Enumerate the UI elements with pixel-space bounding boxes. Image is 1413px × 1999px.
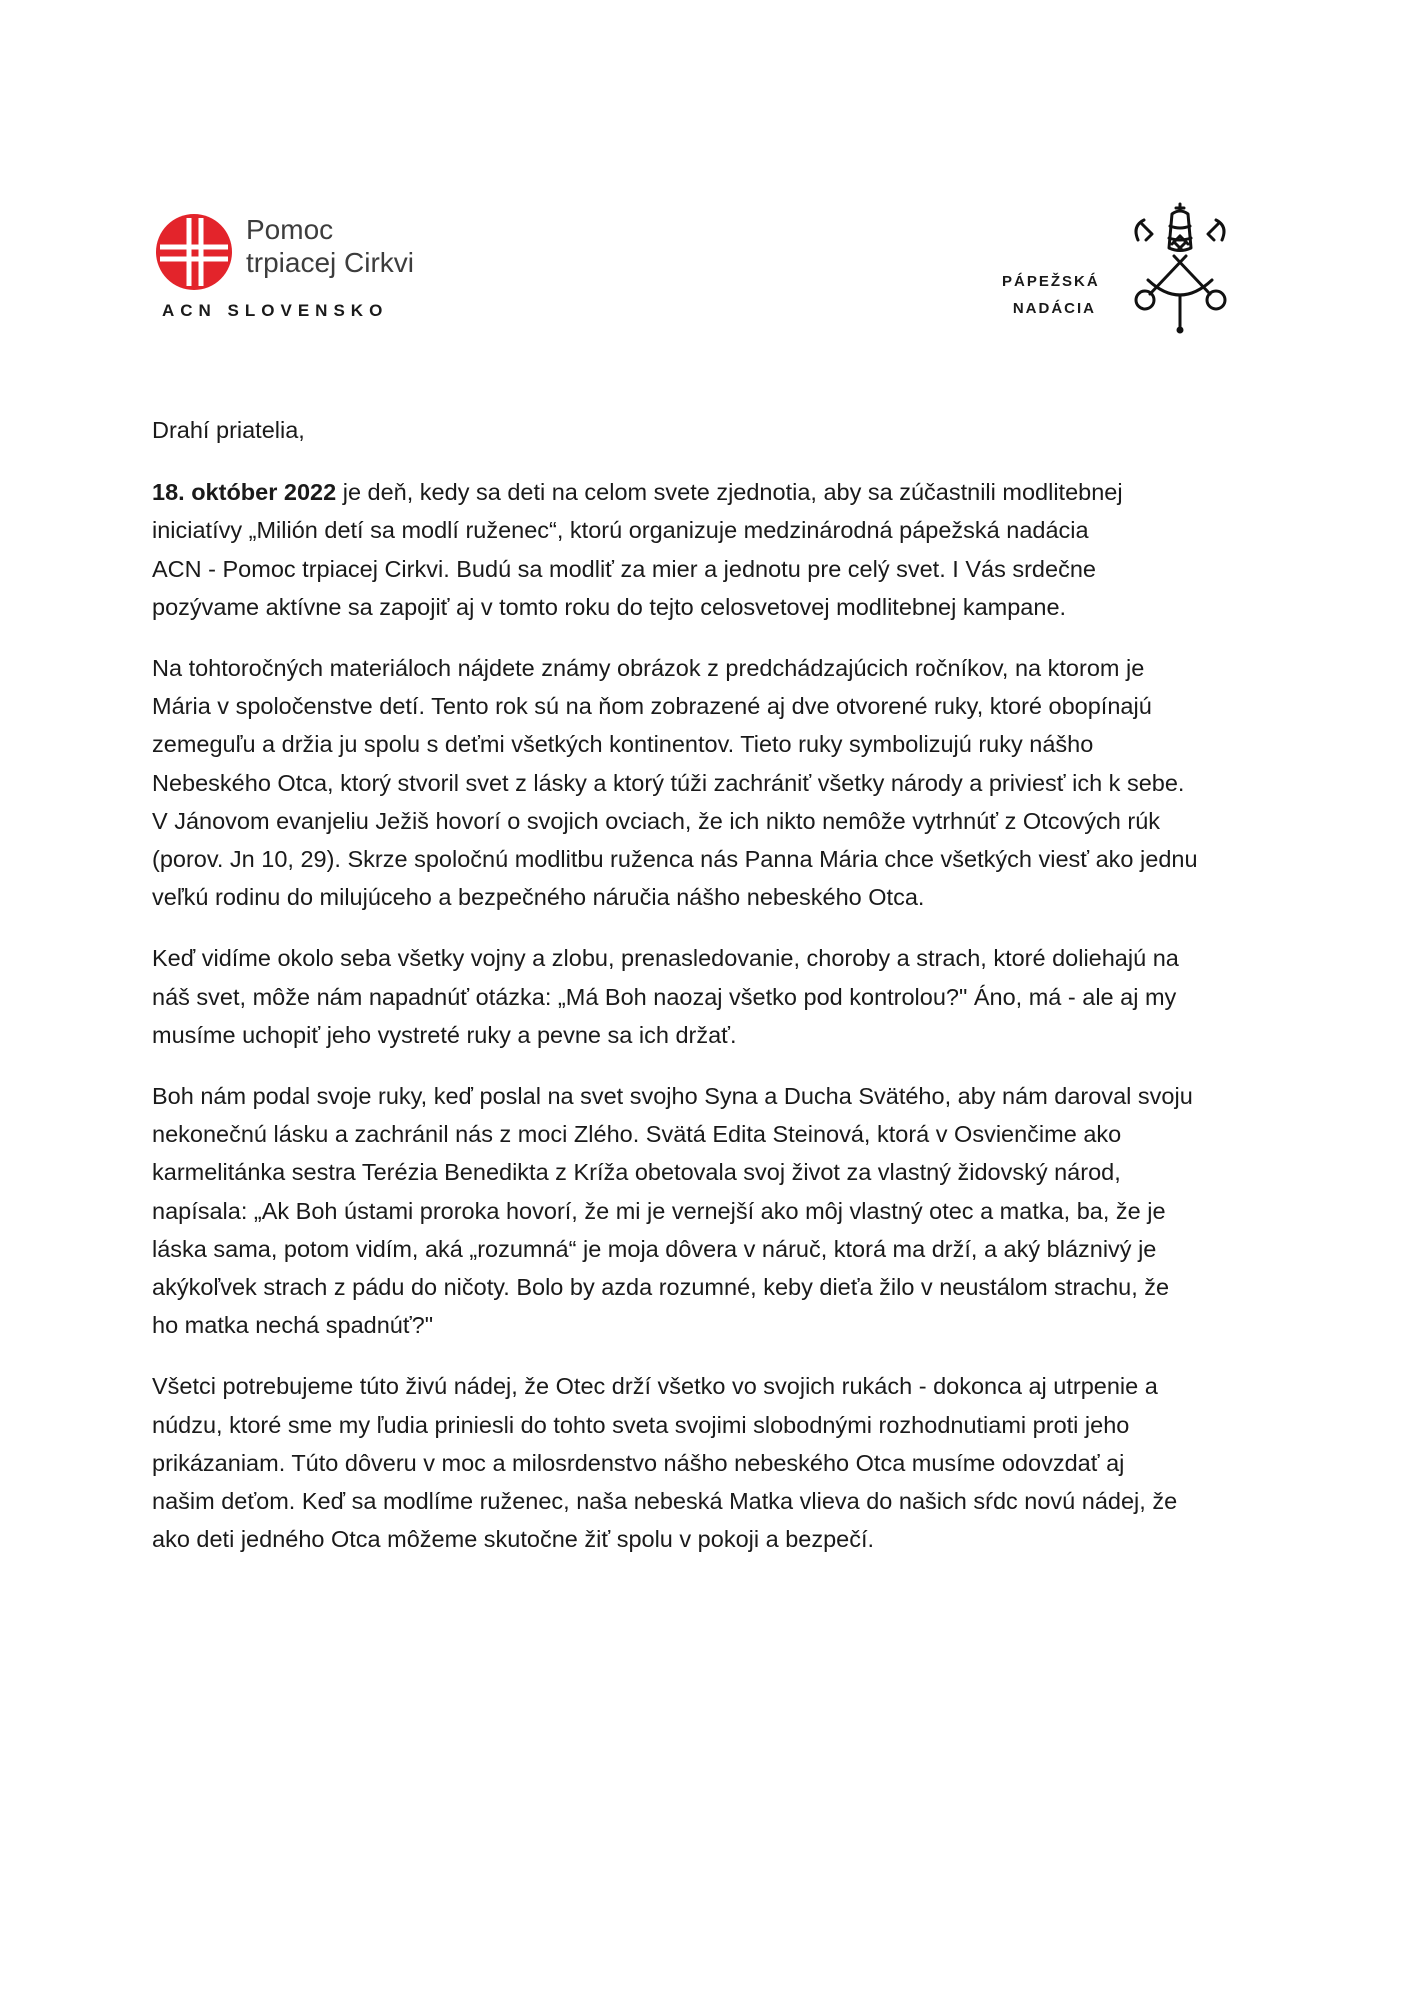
paragraph-line: Boh nám podal svoje ruky, keď poslal na svet svojho Syna a Ducha Svätého, aby nám daroval svoju bbox=[152, 1083, 1193, 1110]
paragraph-line: V Jánovom evanjeliu Ježiš hovorí o svojich ovciach, že ich nikto nemôže vytrhnúť z Otcových rúk bbox=[152, 807, 1161, 834]
paragraph-line: Keď vidíme okolo seba všetky vojny a zlobu, prenasledovanie, choroby a strach, ktoré doliehajú na bbox=[152, 945, 1179, 972]
paragraph-line: Všetci potrebujeme túto živú nádej, že Otec drží všetko vo svojich rukách - dokonca aj utrpenie a bbox=[152, 1373, 1158, 1400]
paragraph-line: pozývame aktívne sa zapojiť aj v tomto roku do tejto celosvetovej modlitebnej kampane. bbox=[152, 593, 1067, 620]
paragraph-line: Na tohtoročných materiáloch nájdete známy obrázok z predchádzajúcich ročníkov, na ktorom je bbox=[152, 655, 1145, 682]
letter-greeting: Drahí priatelia, bbox=[152, 417, 305, 443]
letter-body bbox=[152, 411, 1302, 1581]
paragraph-line: ACN - Pomoc trpiacej Cirkvi. Budú sa modliť za mier a jednotu pre celý svet. I Vás srdečne bbox=[152, 555, 1096, 582]
papal-foundation bbox=[990, 200, 1240, 340]
paragraph-line: Nebeského Otca, ktorý stvoril svet z lásky a ktorý túži zachrániť všetky národy a priviesť ich k sebe. bbox=[152, 769, 1185, 796]
paragraph-line: ako deti jedného Otca môžeme skutočne žiť spolu v pokoji a bezpečí. bbox=[152, 1526, 875, 1553]
acn-name-line2: trpiacej Cirkvi bbox=[246, 247, 415, 278]
paragraph-4 bbox=[152, 1077, 1302, 1344]
paragraph-line: prikázaniam. Túto dôveru v moc a milosrdenstvo nášho nebeského Otca musíme odovzdať aj bbox=[152, 1449, 1125, 1476]
paragraph-line: núdzu, ktoré sme my ľudia priniesli do tohto sveta svojimi slobodnými rozhodnutiami proti jeho bbox=[152, 1411, 1130, 1438]
paragraph-1 bbox=[152, 473, 1302, 626]
acn-logo bbox=[152, 213, 452, 328]
papal-foundation-label bbox=[1002, 268, 1100, 322]
acn-name-line1: Pomoc bbox=[246, 214, 334, 245]
paragraph-3 bbox=[152, 939, 1302, 1054]
event-date: 18. október 2022 bbox=[152, 479, 337, 506]
paragraph-line: musíme uchopiť jeho vystreté ruky a pevne sa ich držať. bbox=[152, 1021, 737, 1048]
paragraph-line: náš svet, môže nám napadnúť otázka: „Má Boh naozaj všetko pod kontrolou?" Áno, má - ale aj my bbox=[152, 983, 1177, 1010]
paragraph-5 bbox=[152, 1367, 1302, 1558]
papal-line2: NADÁCIA bbox=[1012, 300, 1096, 317]
paragraph-line: iniciatívy „Milión detí sa modlí ruženec“, ktorú organizuje medzinárodná pápežská nadácia bbox=[152, 517, 1089, 544]
paragraph-line: veľkú rodinu do milujúceho a bezpečného náručia nášho nebeského Otca. bbox=[152, 884, 925, 911]
paragraph-line: karmelitánka sestra Terézia Benedikta z Kríža obetovala svoj život za vlastný židovský národ, bbox=[152, 1159, 1121, 1186]
paragraph-line: nekonečnú lásku a zachránil nás z moci Zlého. Svätá Edita Steinová, ktorá v Osvienčime ako bbox=[152, 1121, 1122, 1148]
paragraph-line: Mária v spoločenstve detí. Tento rok sú na ňom zobrazené aj dve otvorené ruky, ktoré obopínajú bbox=[152, 693, 1152, 720]
paragraph-2 bbox=[152, 649, 1302, 916]
paragraph-line: 18. október 2022 je deň, kedy sa deti na celom svete zjednotia, aby sa zúčastnili modlitebnej bbox=[152, 479, 1123, 506]
papal-keys-tiara-icon bbox=[1128, 200, 1233, 335]
acn-name bbox=[246, 213, 414, 279]
acn-tagline: ACN SLOVENSKO bbox=[162, 301, 389, 320]
paragraph-line: ho matka nechá spadnúť?" bbox=[152, 1312, 434, 1339]
paragraph-line: akýkoľvek strach z pádu do ničoty. Bolo by azda rozumné, keby dieťa žilo v neustálom strachu, že bbox=[152, 1274, 1170, 1301]
paragraph-line: zemeguľu a držia ju spolu s deťmi všetkých kontinentov. Tieto ruky symbolizujú ruky nášho bbox=[152, 731, 1094, 758]
paragraph-line: láska sama, potom vidím, aká „rozumná“ je moja dôvera v náruč, ktorá ma drží, a aký bláznivý je bbox=[152, 1235, 1157, 1262]
papal-line1: PÁPEŽSKÁ bbox=[1002, 273, 1100, 290]
paragraph-line: napísala: „Ak Boh ústami proroka hovorí, že mi je vernejší ako môj vlastný otec a matka, ba, že je bbox=[152, 1197, 1166, 1224]
acn-cross-icon bbox=[156, 214, 232, 290]
paragraph-line: (porov. Jn 10, 29). Skrze spoločnú modlitbu ruženca nás Panna Mária chce všetkých viesť ako jednu bbox=[152, 846, 1198, 873]
paragraph-line: našim deťom. Keď sa modlíme ruženec, naša nebeská Matka vlieva do našich sŕdc novú nádej, že bbox=[152, 1488, 1178, 1515]
